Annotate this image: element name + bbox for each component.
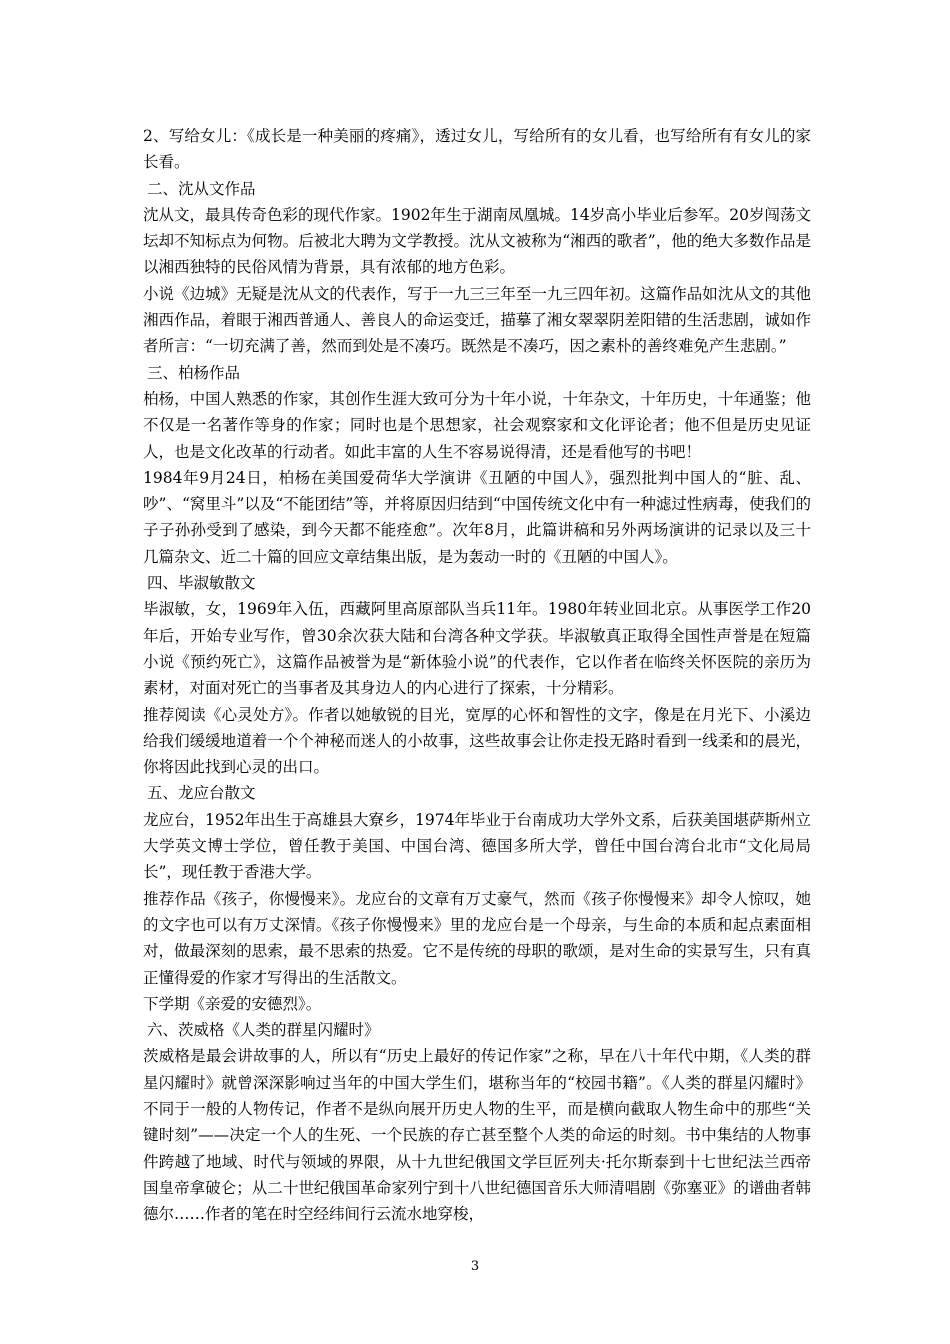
- paragraph: 龙应台，1952年出生于高雄县大寮乡，1974年毕业于台南成功大学外文系，后获美国堪萨斯州立大学英文博士学位，曾任教于美国、中国台湾、德国多所大学，曾任中国台湾台北市“文化局局长”，现任教于香港大学。: [143, 810, 811, 882]
- page-number: 3: [470, 1259, 480, 1274]
- paragraph: 1984年9月24日，柏杨在美国爱荷华大学演讲《丑陋的中国人》，强烈批判中国人的“脏、乱、吵”、“窝里斗”以及“不能团结”等，并将原因归结到“中国传统文化中有一种滤过性病毒，使我们的子子孙孙受到了感染，到今天都不能痊愈”。次年8月，此篇讲稿和另外两场演讲的记录以及三十几篇杂文、近二十篇的回应文章结集出版，是为轰动一时的《丑陋的中国人》。: [143, 468, 811, 566]
- paragraph: 推荐作品《孩子，你慢慢来》。龙应台的文章有万丈豪气，然而《孩子你慢慢来》却令人惊叹，她的文字也可以有万丈深情。《孩子你慢慢来》里的龙应台是一个母亲，与生命的本质和起点素面相对，做最深刻的思索，最不思索的热爱。它不是传统的母职的歌颂，是对生命的实景写生，只有真正懂得爱的作家才写得出的生活散文。: [143, 889, 811, 987]
- section-heading: 四、毕淑敏散文: [147, 574, 256, 593]
- section-heading: 三、柏杨作品: [147, 363, 241, 382]
- paragraph: 下学期《亲爱的安德烈》。: [143, 994, 322, 1013]
- paragraph: 柏杨，中国人熟悉的作家，其创作生涯大致可分为十年小说，十年杂文，十年历史，十年通鉴；他不仅是一名著作等身的作家；同时也是个思想家，社会观察家和文化评论者；他不但是历史见证人，也是文化改革的行动者。如此丰富的人生不容易说得清，还是看他写的书吧！: [143, 389, 811, 461]
- paragraph: 推荐阅读《心灵处方》。作者以她敏锐的目光，宽厚的心怀和智性的文字，像是在月光下、小溪边给我们缓缓地道着一个个神秘而迷人的小故事，这些故事会让你走投无路时看到一线柔和的晨光，你将因此找到心灵的出口。: [143, 705, 811, 777]
- paragraph: 2、写给女儿：《成长是一种美丽的疼痛》，透过女儿，写给所有的女儿看，也写给所有有女儿的家长看。: [143, 127, 811, 172]
- document-body: [143, 123, 811, 1227]
- paragraph: 毕淑敏，女，1969年入伍，西藏阿里高原部队当兵11年。1980年转业回北京。从事医学工作20年后，开始专业写作，曾30余次获大陆和台湾各种文学获。毕淑敏真正取得全国性声誉是在短篇小说《预约死亡》，这篇作品被誉为是“新体验小说”的代表作，它以作者在临终关怀医院的亲历为素材，对面对死亡的当事者及其身边人的内心进行了探索，十分精彩。: [143, 600, 811, 698]
- section-heading: 六、茨威格《人类的群星闪耀时》: [147, 1021, 380, 1040]
- paragraph: 沈从文，最具传奇色彩的现代作家。1902年生于湖南凤凰城。14岁高小毕业后参军。20岁闯荡文坛却不知标点为何物。后被北大聘为文学教授。沈从文被称为“湘西的歌者”，他的绝大多数作品是以湘西独特的民俗风情为背景，具有浓郁的地方色彩。: [143, 205, 811, 277]
- paragraph: 小说《边城》无疑是沈从文的代表作，写于一九三三年至一九三四年初。这篇作品如沈从文的其他湘西作品，着眼于湘西普通人、善良人的命运变迁，描摹了湘女翠翠阴差阳错的生活悲剧，诚如作者所言：“一切充满了善，然而到处是不凑巧。既然是不凑巧，因之素朴的善终难免产生悲剧。”: [143, 284, 811, 356]
- section-heading: 五、龙应台散文: [147, 784, 256, 803]
- section-heading: 二、沈从文作品: [147, 179, 256, 198]
- paragraph: 茨威格是最会讲故事的人，所以有“历史上最好的传记作家”之称，早在八十年代中期，《人类的群星闪耀时》就曾深深影响过当年的中国大学生们，堪称当年的“校园书籍”。《人类的群星闪耀时》不同于一般的人物传记，作者不是纵向展开历史人物的生平，而是横向截取人物生命中的那些“关键时刻”——决定一个人的生死、一个民族的存亡甚至整个人类的命运的时刻。书中集结的人物事件跨越了地域、时代与领域的界限，从十九世纪俄国文学巨匠列夫·托尔斯泰到十七世纪法兰西帝国皇帝拿破仑；从二十世纪俄国革命家列宁到十八世纪德国音乐大师清唱剧《弥塞亚》的谱曲者韩德尔……作者的笔在时空经纬间行云流水地穿梭，: [143, 1047, 811, 1224]
